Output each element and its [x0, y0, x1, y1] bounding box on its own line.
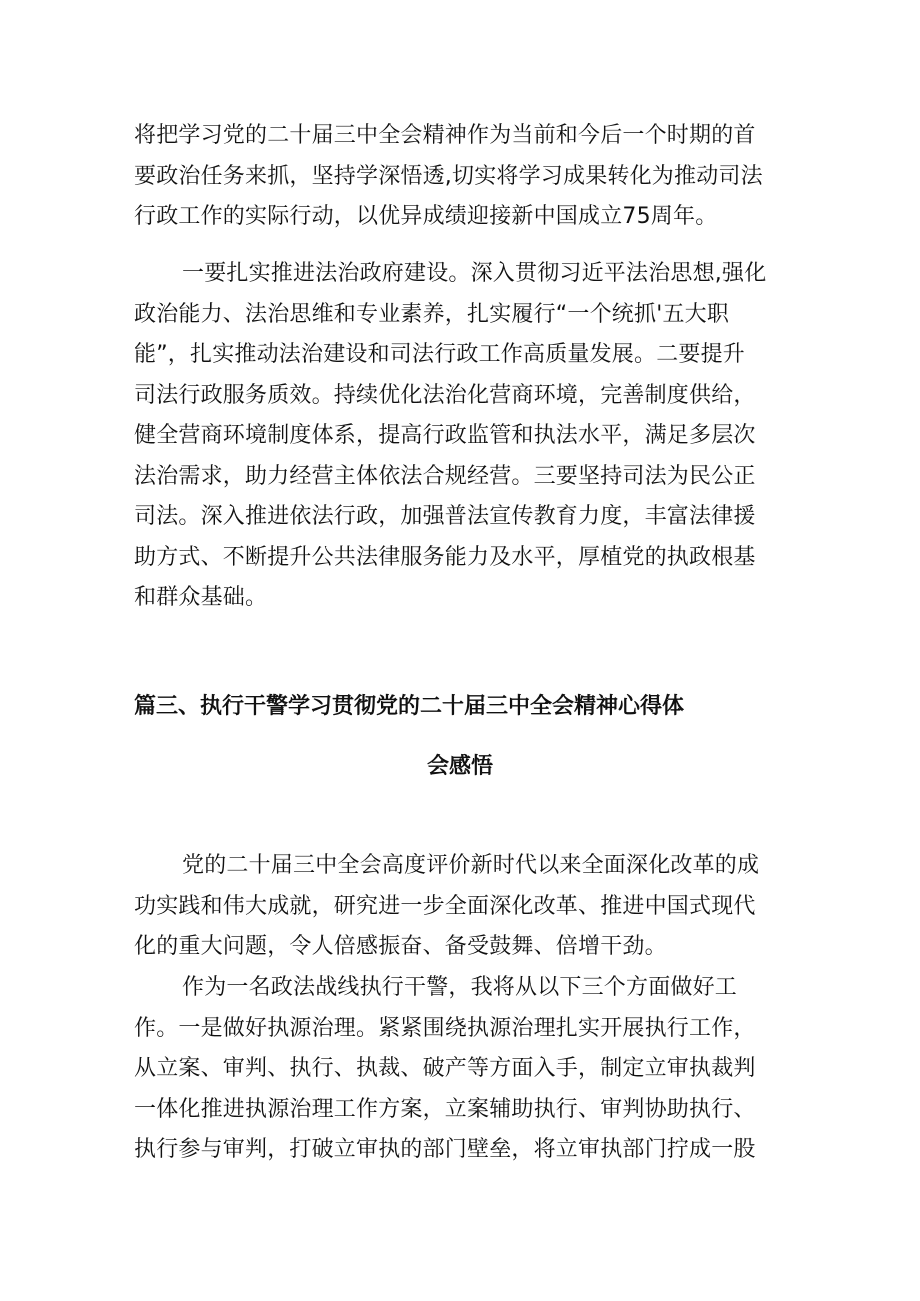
- paragraph-line: 作。一是做好执源治理。紧紧围绕执源治理扎实开展执行工作，: [134, 1015, 756, 1041]
- paragraph-line: 健全营商环境制度体系，提高行政监管和执法水平，满足多层次: [134, 423, 756, 448]
- paragraph-line: 和群众基础。: [134, 585, 268, 610]
- paragraph-line: 党的二十届三中全会高度评价新时代以来全面深化改革的成: [182, 853, 760, 878]
- paragraph-line: 司法行政服务质效。持续优化法治化营商环境，完善制度供给，: [134, 382, 756, 408]
- paragraph-line: 将把学习党的二十届三中全会精神作为当前和今后一个时期的首: [134, 123, 756, 148]
- paragraph-line: 司法。深入推进依法行政，加强普法宣传教育力度，丰富法律援: [134, 504, 756, 529]
- paragraph-line: 化的重大问题，令人倍感振奋、备受鼓舞、倍增干劲。: [134, 934, 667, 959]
- paragraph-line: 要政治任务来抓，坚持学深悟透,切实将学习成果转化为推动司法: [134, 163, 763, 189]
- paragraph-line: 一要扎实推进法治政府建设。深入贯彻习近平法治思想,强化: [182, 261, 767, 286]
- paragraph-line: 政治能力、法治思维和专业素养，扎实履行“一个统抓'五大职: [134, 301, 730, 327]
- paragraph-line: 作为一名政法战线执行干警，我将从以下三个方面做好工: [182, 975, 738, 1000]
- paragraph-3: [134, 846, 794, 968]
- section-heading: 篇三、执行干警学习贯彻党的二十届三中全会精神心得体: [134, 694, 685, 719]
- paragraph-line: 执行参与审判，打破立审执的部门壁垒，将立审执部门拧成一股: [134, 1137, 756, 1162]
- paragraph-line: 从立案、审判、执行、执裁、破产等方面入手，制定立审执裁判: [134, 1056, 756, 1081]
- paragraph-line: 行政工作的实际行动，以优异成绩迎接新中国成立75周年。: [134, 204, 718, 229]
- paragraph-4: [134, 968, 794, 1171]
- paragraph-line: 功实践和伟大成就，研究进一步全面深化改革、推进中国式现代: [134, 893, 756, 919]
- paragraph-line: 能”，扎实推动法治建设和司法行政工作高质量发展。二要提升: [134, 342, 745, 367]
- paragraph-1: [134, 116, 794, 238]
- paragraph-line: 助方式、不断提升公共法律服务能力及水平，厚植党的执政根基: [134, 544, 756, 570]
- section-heading-continued: 会感悟: [427, 754, 494, 779]
- paragraph-line: 法治需求，助力经营主体依法合规经营。三要坚持司法为民公正: [134, 463, 756, 489]
- paragraph-2: [134, 254, 794, 619]
- paragraph-line: 一体化推进执源治理工作方案，立案辅助执行、审判协助执行、: [134, 1096, 756, 1122]
